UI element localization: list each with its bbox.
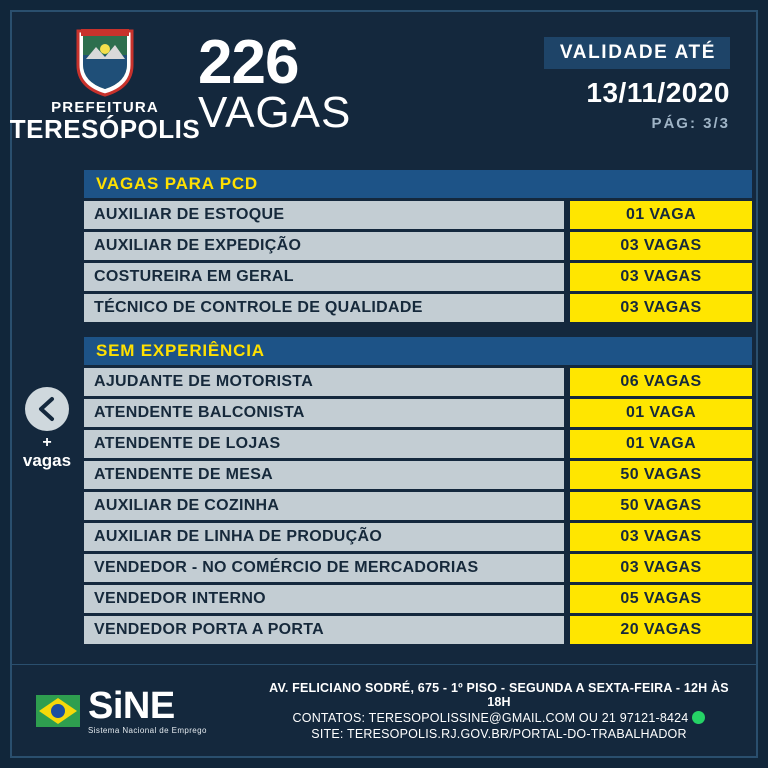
- job-title: AUXILIAR DE LINHA DE PRODUÇÃO: [94, 528, 383, 545]
- validity-label: VALIDADE ATÉ: [544, 37, 730, 69]
- validity-date: 13/11/2020: [586, 77, 730, 108]
- table-row: [84, 399, 752, 427]
- job-count: 01 VAGA: [625, 404, 697, 421]
- job-count-cell: [570, 263, 752, 291]
- section-header-sem-experiencia: [84, 337, 752, 365]
- city-crest: [9, 25, 201, 145]
- table-row: [84, 492, 752, 520]
- job-title-cell: [84, 585, 564, 613]
- table-row: [84, 585, 752, 613]
- job-count: 20 VAGAS: [620, 621, 702, 638]
- more-plus-label: +: [42, 434, 52, 451]
- poster-card: [10, 10, 758, 758]
- job-title: ATENDENTE DE MESA: [94, 466, 274, 483]
- job-count: 01 VAGA: [625, 435, 697, 452]
- job-count-cell: [570, 616, 752, 644]
- whatsapp-icon: [692, 711, 705, 724]
- job-title-cell: [84, 523, 564, 551]
- job-title: COSTUREIRA EM GERAL: [94, 268, 294, 285]
- table-row: [84, 201, 752, 229]
- sine-wordmark: [88, 684, 207, 735]
- job-title-cell: [84, 232, 564, 260]
- job-count-cell: [570, 232, 752, 260]
- section-header-pcd: [84, 170, 752, 198]
- job-title: VENDEDOR - NO COMÉRCIO DE MERCADORIAS: [94, 559, 479, 576]
- job-title: ATENDENTE BALCONISTA: [94, 404, 305, 421]
- more-vagas-label: vagas: [22, 450, 72, 470]
- table-row: [84, 554, 752, 582]
- job-count-cell: [570, 585, 752, 613]
- table-row: [84, 461, 752, 489]
- sine-subtitle: Sistema Nacional de Emprego: [88, 725, 207, 735]
- crest-line-1: PREFEITURA: [51, 99, 159, 117]
- sine-name: SiNE: [88, 684, 175, 727]
- vacancy-list: [84, 170, 752, 647]
- table-row: [84, 294, 752, 322]
- crest-line-2: TERESÓPOLIS: [9, 114, 201, 145]
- job-title-cell: [84, 554, 564, 582]
- vacancy-count-label: VAGAS: [198, 88, 352, 138]
- job-title: AUXILIAR DE ESTOQUE: [94, 206, 285, 223]
- coat-of-arms-icon: [72, 25, 138, 97]
- job-title: AUXILIAR DE COZINHA: [94, 497, 280, 514]
- table-row: [84, 368, 752, 396]
- table-row: [84, 263, 752, 291]
- job-count: 06 VAGAS: [620, 373, 702, 390]
- header: [9, 12, 756, 157]
- section-title: SEM EXPERIÊNCIA: [96, 341, 265, 360]
- job-count: 01 VAGA: [625, 206, 697, 223]
- job-count: 03 VAGAS: [620, 237, 702, 254]
- job-title: ATENDENTE DE LOJAS: [94, 435, 281, 452]
- section-gap: [84, 325, 752, 337]
- job-count-cell: [570, 492, 752, 520]
- footer-address: AV. FELICIANO SODRÉ, 675 - 1º PISO - SEGUNDA A SEXTA-FEIRA - 12H ÀS 18H: [269, 680, 729, 709]
- footer-contacts-text: CONTATOS: TERESOPOLISSINE@GMAIL.COM OU 21 97121-8424: [292, 710, 689, 725]
- job-title-cell: [84, 294, 564, 322]
- job-count-cell: [570, 201, 752, 229]
- job-title-cell: [84, 368, 564, 396]
- footer-contact: [266, 679, 732, 743]
- job-count: 03 VAGAS: [620, 528, 702, 545]
- job-title: AUXILIAR DE EXPEDIÇÃO: [94, 237, 302, 254]
- page-indicator: PÁG: 3/3: [651, 115, 730, 132]
- chevron-left-icon[interactable]: [25, 387, 69, 431]
- previous-page-nav[interactable]: [14, 387, 80, 470]
- job-title-cell: [84, 263, 564, 291]
- job-count: 50 VAGAS: [620, 466, 702, 483]
- job-count-cell: [570, 368, 752, 396]
- job-count-cell: [570, 461, 752, 489]
- job-count-cell: [570, 399, 752, 427]
- table-row: [84, 616, 752, 644]
- job-title: TÉCNICO DE CONTROLE DE QUALIDADE: [94, 299, 423, 316]
- job-title-cell: [84, 430, 564, 458]
- job-count-cell: [570, 430, 752, 458]
- table-row: [84, 232, 752, 260]
- job-count: 05 VAGAS: [620, 590, 702, 607]
- job-count: 50 VAGAS: [620, 497, 702, 514]
- job-count-cell: [570, 294, 752, 322]
- footer-contacts: [266, 711, 732, 725]
- job-title-cell: [84, 492, 564, 520]
- job-title-cell: [84, 616, 564, 644]
- job-title: AJUDANTE DE MOTORISTA: [94, 373, 314, 390]
- validity-block: [488, 37, 738, 132]
- footer: [12, 664, 756, 756]
- job-title: VENDEDOR INTERNO: [94, 590, 266, 607]
- footer-site: SITE: TERESOPOLIS.RJ.GOV.BR/PORTAL-DO-TRABALHADOR: [311, 726, 687, 741]
- job-count: 03 VAGAS: [620, 268, 702, 285]
- section-title: VAGAS PARA PCD: [96, 174, 259, 193]
- job-title-cell: [84, 399, 564, 427]
- brazil-flag-icon: [36, 695, 80, 727]
- headline: [180, 27, 488, 138]
- job-count-cell: [570, 554, 752, 582]
- job-count: 03 VAGAS: [620, 299, 702, 316]
- job-count: 03 VAGAS: [620, 559, 702, 576]
- vacancy-count: 226: [198, 27, 299, 97]
- job-count-cell: [570, 523, 752, 551]
- table-row: [84, 430, 752, 458]
- job-title: VENDEDOR PORTA A PORTA: [94, 621, 325, 638]
- sine-logo: [36, 684, 266, 735]
- job-title-cell: [84, 201, 564, 229]
- job-title-cell: [84, 461, 564, 489]
- table-row: [84, 523, 752, 551]
